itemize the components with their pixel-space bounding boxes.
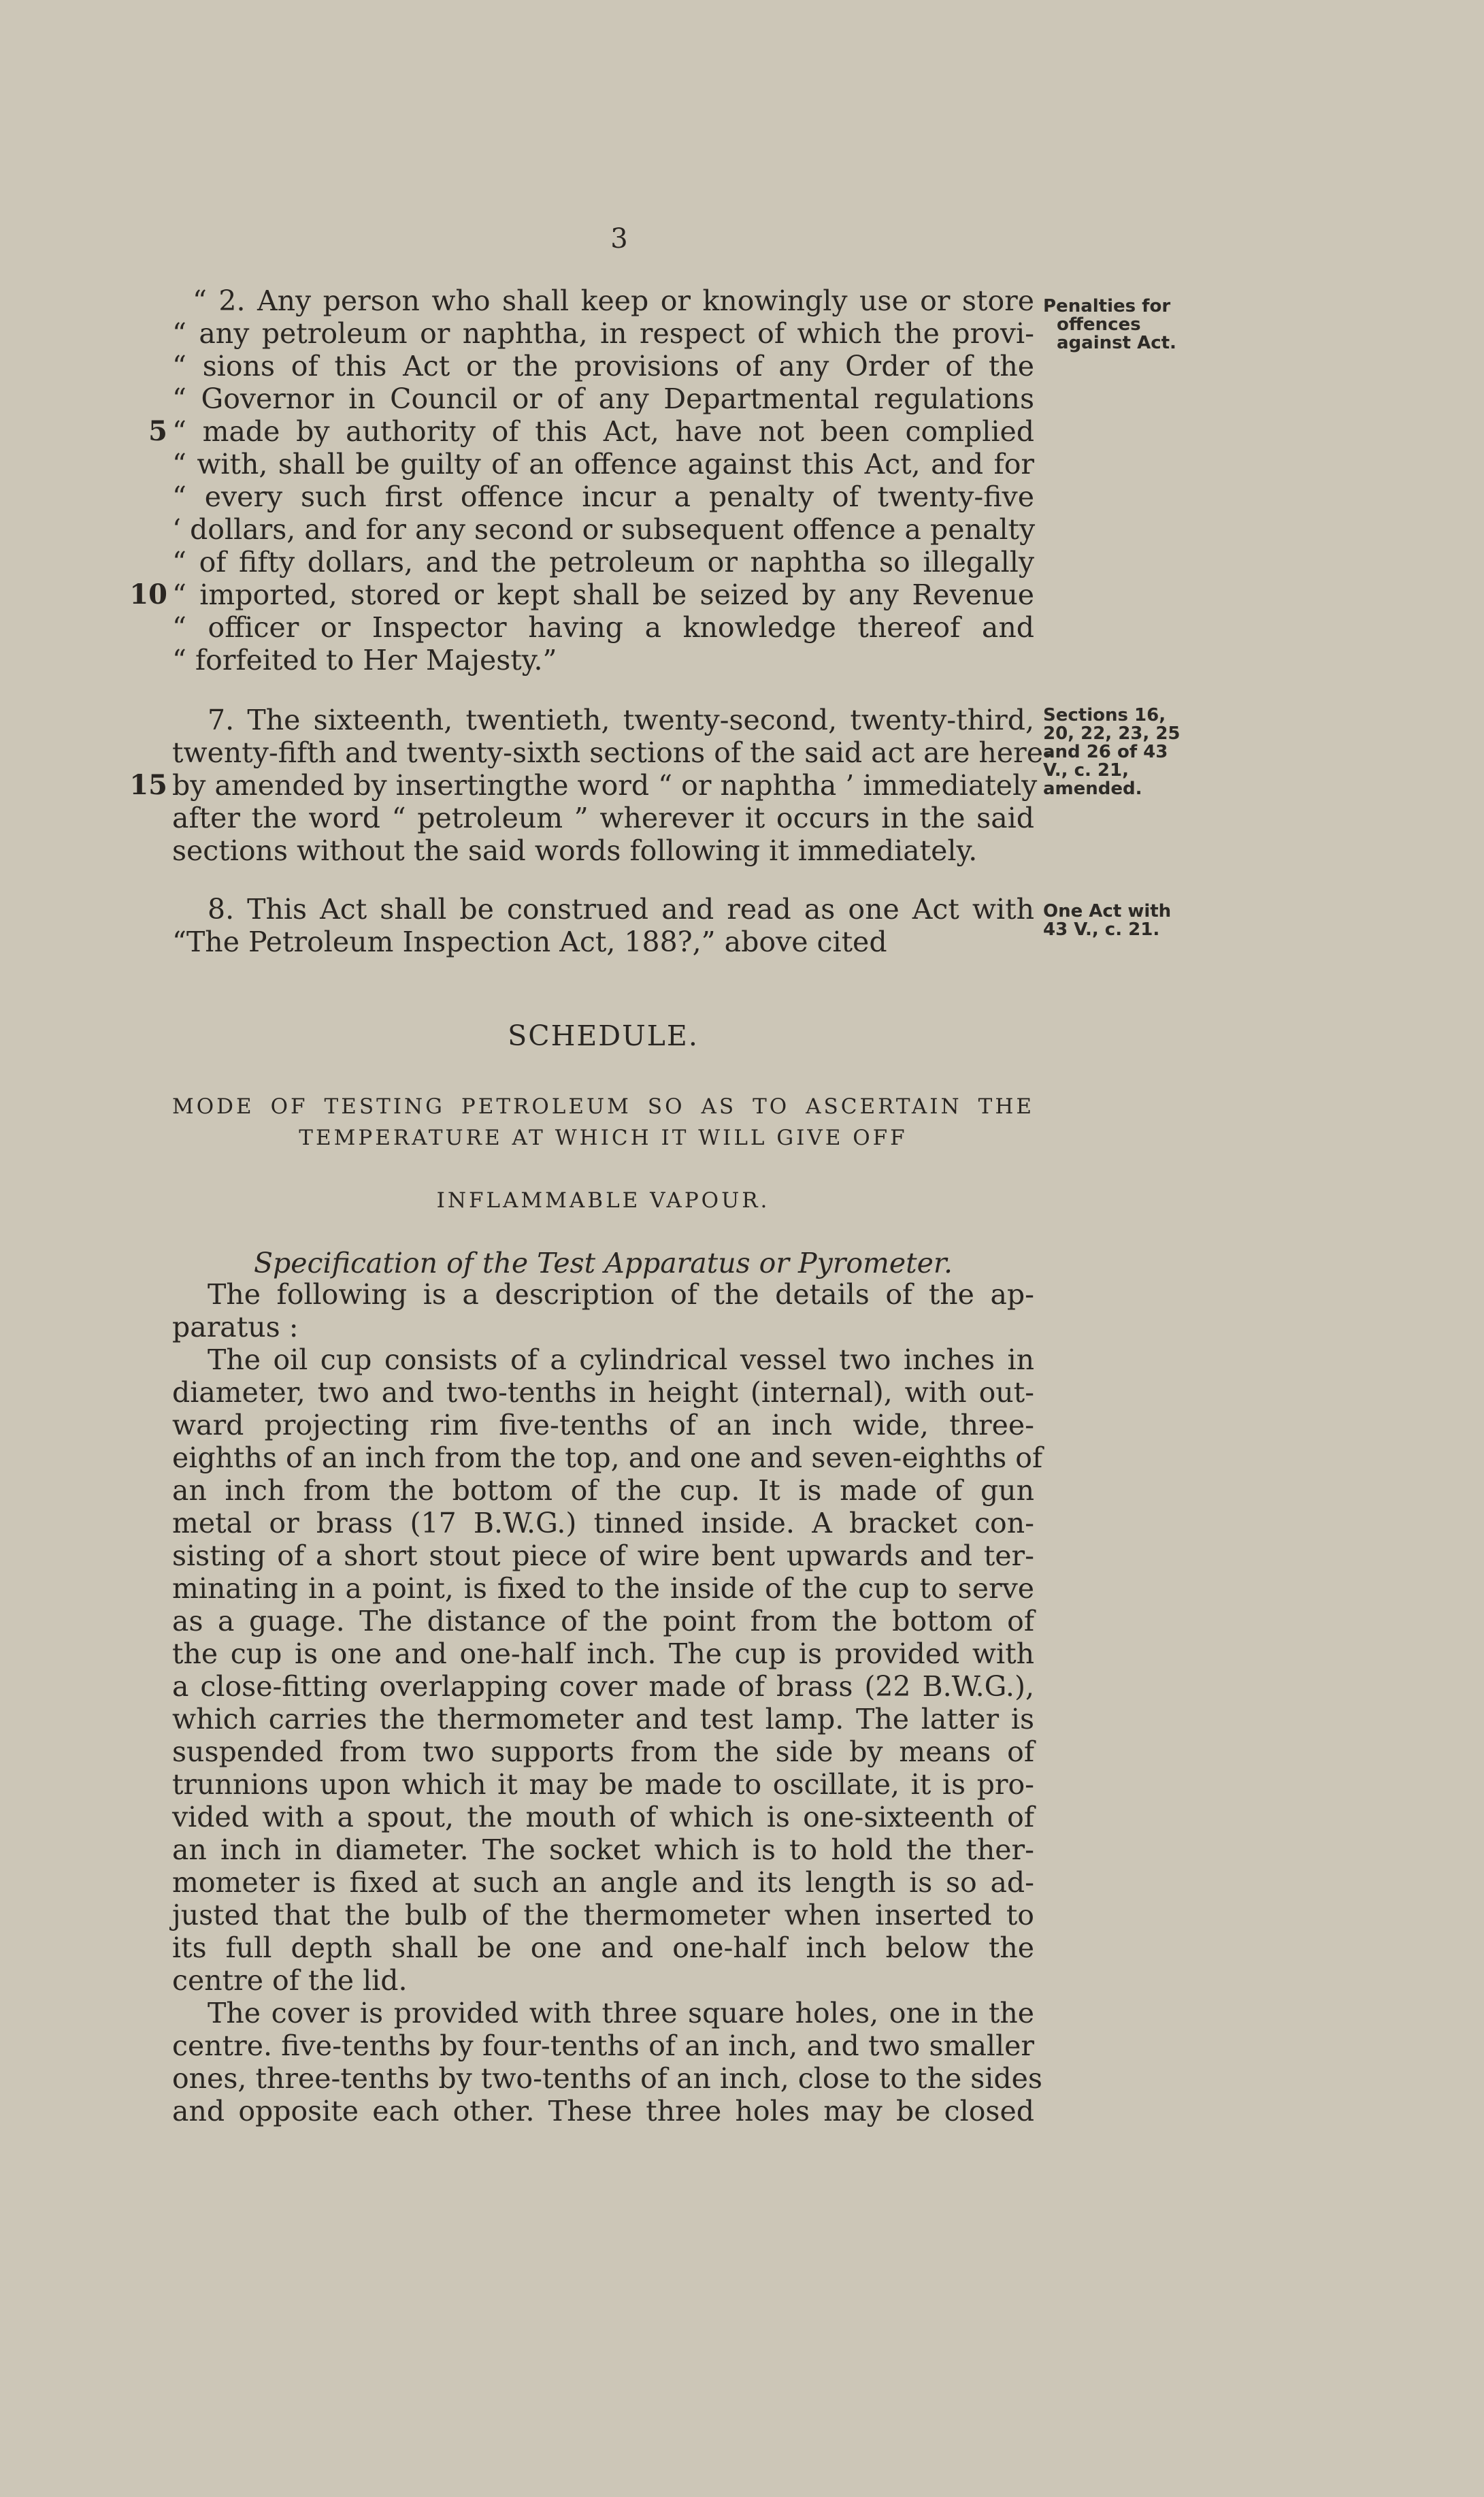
schedule-line: The cover is provided with three square holes, one in the [208,1997,1034,2029]
margin-note-line: 43 V., c. 21. [1043,919,1160,940]
schedule-line: vided with a spout, the mouth of which is one-sixteenth of [172,1801,1034,1833]
line-number: 10 [129,578,167,610]
section-8-line: 8. This Act shall be construed and read as one Act with [208,893,1034,926]
section-2-line: “ Governor in Council or of any Departmental regulations [172,382,1034,415]
section-7-line: after the word “ petroleum ” wherever it occurs in the said [172,802,1034,834]
schedule-line: The following is a description of the details of the ap- [208,1278,1034,1311]
section-2-line: “ made by authority of this Act, have not been complied [172,415,1034,448]
schedule-line: ward projecting rim five-tenths of an inch wide, three- [172,1409,1034,1441]
schedule-line: as a guage. The distance of the point from the bottom of [172,1605,1034,1637]
section-8-line: “The Petroleum Inspection Act, 188?,” above cited [172,926,887,958]
schedule-line: minating in a point, is fixed to the inside of the cup to serve [172,1572,1034,1605]
line-number: 5 [148,415,167,447]
margin-note-line: V., c. 21, [1043,760,1129,781]
schedule-line: and opposite each other. These three holes may be closed [172,2095,1034,2127]
schedule-line: centre of the lid. [172,1964,408,1997]
schedule-line: trunnions upon which it may be made to oscillate, it is pro- [172,1768,1034,1801]
section-2-line: “ sions of this Act or the provisions of any Order of the [172,350,1034,382]
schedule-line: centre. five-tenths by four-tenths of an inch, and two smaller [172,2029,1034,2062]
section-2-line: “ with, shall be guilty of an offence against this Act, and for [172,448,1034,480]
section-7-line: by amended by insertingthe word “ or naphtha ’ immediately [172,769,1038,802]
schedule-line: suspended from two supports from the side by means of [172,1735,1034,1768]
schedule-line: which carries the thermometer and test lamp. The latter is [172,1703,1034,1735]
margin-note-line: and 26 of 43 [1043,742,1168,762]
margin-note-line: One Act with [1043,901,1172,921]
schedule-line: diameter, two and two-tenths in height (internal), with out- [172,1376,1034,1409]
schedule-line: sisting of a short stout piece of wire bent upwards and ter- [172,1539,1034,1572]
schedule-title: SCHEDULE. [508,1019,699,1052]
section-7-line: 7. The sixteenth, twentieth, twenty-second, twenty-third, [208,704,1034,736]
schedule-line: mometer is fixed at such an angle and its length is so ad- [172,1866,1034,1899]
line-number: 15 [129,769,167,801]
margin-note-line: amended. [1043,779,1142,799]
schedule-subheading: Specification of the Test Apparatus or Pyrometer. [253,1247,953,1279]
schedule-line: ones, three-tenths by two-tenths of an inch, close to the sides [172,2062,1042,2095]
margin-note-line: Sections 16, [1043,705,1166,725]
schedule-line: its full depth shall be one and one-half inch below the [172,1931,1034,1964]
margin-note-line: against Act. [1057,333,1176,353]
page-number: 3 [610,223,628,255]
schedule-line: eighths of an inch from the top, and one and seven-eighths of [172,1441,1043,1474]
margin-note-one-act [1043,902,1200,939]
section-2-line: ‘ dollars, and for any second or subsequent offence a penalty [172,513,1036,546]
schedule-line: paratus : [172,1311,299,1343]
schedule-line: justed that the bulb of the thermometer when inserted to [172,1899,1034,1931]
schedule-line: The oil cup consists of a cylindrical vessel two inches in [208,1343,1034,1376]
schedule-heading-line: INFLAMMABLE VAPOUR. [436,1188,770,1213]
section-7-line: sections without the said words following it immediately. [172,834,978,867]
margin-note-line: 20, 22, 23, 25 [1043,723,1181,744]
section-2-line: “ 2. Any person who shall keep or knowingly use or store [193,284,1034,317]
schedule-heading-line: TEMPERATURE AT WHICH IT WILL GIVE OFF [299,1126,908,1150]
margin-note-line: Penalties for [1043,296,1171,316]
schedule-line: an inch from the bottom of the cup. It is made of gun [172,1474,1034,1507]
section-7-line: twenty-fifth and twenty-sixth sections of the said act are here- [172,736,1053,769]
margin-note-line: offences [1057,314,1141,335]
section-2-line: “ of fifty dollars, and the petroleum or naphtha so illegally [172,546,1034,578]
section-2-line: “ officer or Inspector having a knowledge thereof and [172,611,1034,644]
schedule-line: the cup is one and one-half inch. The cup is provided with [172,1637,1034,1670]
schedule-line: metal or brass (17 B.W.G.) tinned inside. A bracket con- [172,1507,1034,1539]
section-2-line: “ forfeited to Her Majesty.” [172,644,557,676]
section-2-line: “ any petroleum or naphtha, in respect of which the provi- [172,317,1034,350]
schedule-heading-line: MODE OF TESTING PETROLEUM SO AS TO ASCERTAIN THE [172,1094,1034,1119]
section-2-line: “ every such first offence incur a penalty of twenty-five [172,480,1034,513]
margin-note-sections-amended [1043,706,1200,798]
margin-note-penalties [1043,297,1200,353]
schedule-line: a close-fitting overlapping cover made of brass (22 B.W.G.), [172,1670,1034,1703]
section-2-line: “ imported, stored or kept shall be seized by any Revenue [172,578,1034,611]
schedule-line: an inch in diameter. The socket which is to hold the ther- [172,1833,1034,1866]
